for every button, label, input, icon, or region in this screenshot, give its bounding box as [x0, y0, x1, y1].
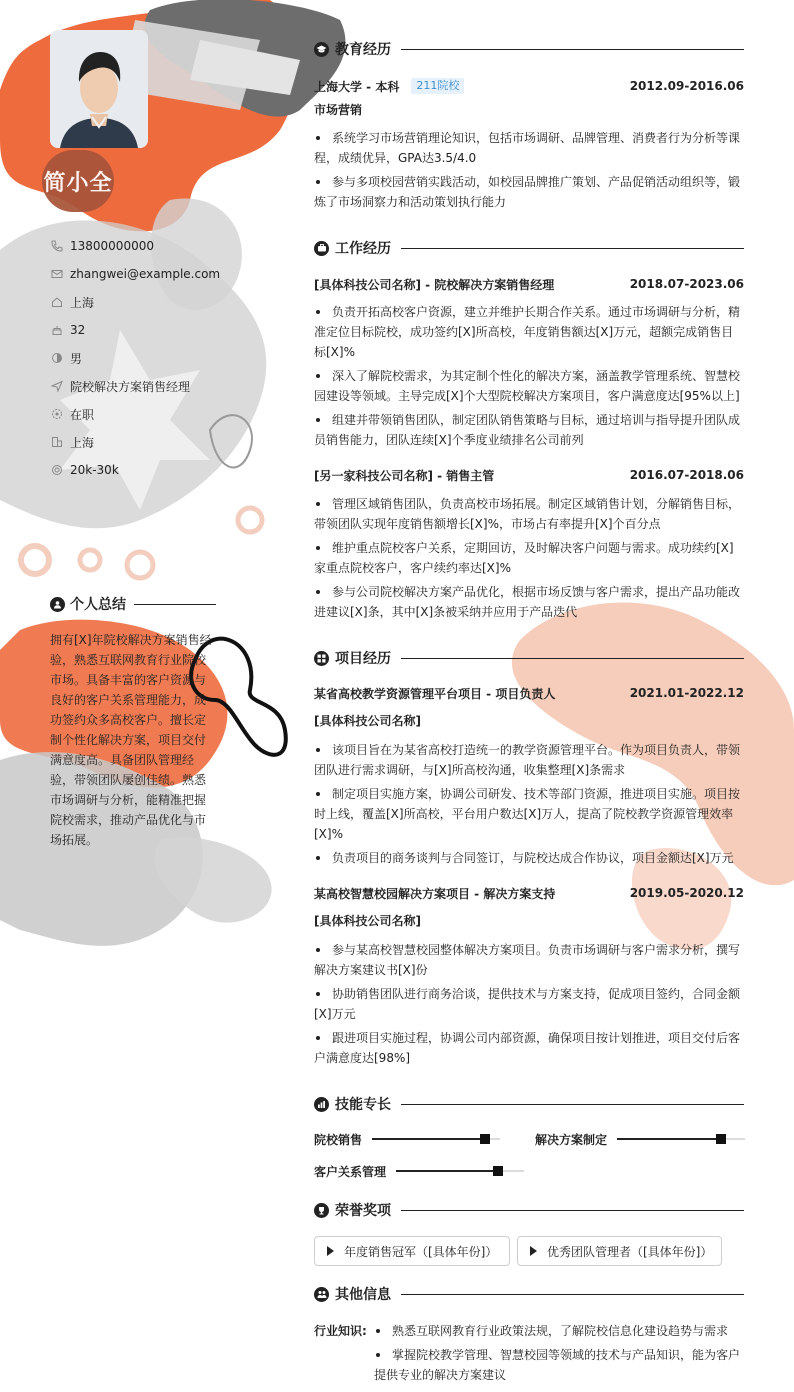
list-item: 制定项目实施方案，协调公司研发、技术等部门资源，推进项目实施。项目按时上线，覆盖[X]所高校，平台用户数达[X]万人，提高了院校教学资源管理效率[X]% [314, 784, 744, 844]
other-section-title [314, 1283, 744, 1305]
contact-phone [50, 232, 250, 260]
contact-position [50, 372, 250, 400]
people-icon [314, 1287, 329, 1302]
job-heading: [另一家科技公司名称] - 销售主管 [314, 468, 495, 483]
list-item: 负责项目的商务谈判与合同签订，与院校达成合作协议，项目金额达[X]万元 [314, 848, 744, 868]
skill-fill [617, 1138, 721, 1140]
bar-chart-icon [314, 1097, 329, 1112]
job-row [314, 275, 744, 293]
skill-item [314, 1130, 500, 1148]
skill-bar [372, 1138, 500, 1140]
education-row [314, 77, 744, 95]
skill-bar [396, 1170, 524, 1172]
skill-fill [372, 1138, 485, 1140]
list-item: 该项目旨在为某省高校打造统一的教学资源管理平台。作为项目负责人，带领团队进行需求调研，与[X]所高校沟通，收集整理[X]条需求 [314, 740, 744, 780]
section-title: 教育经历 [335, 42, 391, 58]
project-period: 2019.05-2020.12 [629, 886, 744, 900]
skill-item [314, 1162, 524, 1180]
education-bullets [314, 128, 744, 216]
list-item: 协助销售团队进行商务洽谈，提供技术与方案支持，促成项目签约，合同金额[X]万元 [314, 984, 744, 1024]
skill-item [535, 1130, 745, 1148]
avatar [50, 30, 148, 148]
job-period: 2018.07-2023.06 [629, 277, 744, 291]
name-badge [42, 150, 114, 212]
skill-bar [617, 1138, 745, 1140]
divider [401, 658, 744, 659]
play-icon [530, 1246, 537, 1256]
contact-status [50, 400, 250, 428]
project-period: 2021.01-2022.12 [629, 686, 744, 700]
award-badge [314, 1236, 510, 1266]
other-label: 行业知识: [314, 1324, 367, 1338]
graduation-cap-icon [314, 42, 329, 57]
divider [401, 248, 744, 249]
sidebar [0, 0, 270, 1392]
summary-section-title [50, 593, 216, 615]
job-bullets [314, 302, 744, 454]
education-period: 2012.09-2016.06 [629, 79, 744, 93]
project-bullets [314, 940, 744, 1072]
skill-name: 解决方案制定 [535, 1132, 608, 1147]
list-item: 管理区域销售团队，负责高校市场拓展。制定区域销售计划，分解销售目标，带领团队实现年度销售额增长[X]%，市场占有率提升[X]个百分点 [314, 494, 744, 534]
section-title: 项目经历 [335, 651, 391, 667]
contact-city [50, 428, 250, 456]
candidate-name: 简小全 [43, 170, 113, 196]
project-company: [具体科技公司名称] [314, 714, 421, 728]
list-item: 跟进项目实施过程，协调公司内部资源，确保项目按计划推进，项目交付后客户满意度达[98%] [314, 1028, 744, 1068]
job-heading: [具体科技公司名称] - 院校解决方案销售经理 [314, 277, 555, 292]
list-item: 参与某高校智慧校园整体解决方案项目。负责市场调研与客户需求分析，撰写解决方案建议书[X]份 [314, 940, 744, 980]
section-title: 工作经历 [335, 241, 391, 257]
skill-knob [480, 1134, 490, 1144]
contact-age [50, 316, 250, 344]
list-item: 熟悉互联网教育行业政策法规，了解院校信息化建设趋势与需求 [374, 1321, 744, 1341]
award-text: 年度销售冠军（[具体年份]） [344, 1244, 498, 1259]
work-section-title [314, 237, 744, 259]
school-tag: 211院校 [411, 78, 464, 94]
salary-icon [50, 463, 64, 477]
list-item: 参与公司院校解决方案产品优化，根据市场反馈与客户需求，提出产品功能改进建议[X]条，其中[X]条被采纳并应用于产品迭代 [314, 582, 744, 622]
list-item: 负责开拓高校客户资源，建立并维护长期合作关系。通过市场调研与分析，精准定位目标院校，成功签约[X]所高校，年度销售额达[X]万元，超额完成销售目标[X]% [314, 302, 744, 362]
other-bullets [374, 1321, 744, 1389]
grid-icon [314, 651, 329, 666]
contact-text: 13800000000 [70, 239, 154, 253]
contact-gender [50, 344, 250, 372]
contact-email [50, 260, 250, 288]
list-item: 系统学习市场营销理论知识，包括市场调研、品牌管理、消费者行为分析等课程，成绩优异，GPA达3.5/4.0 [314, 128, 744, 168]
list-item: 参与多项校园营销实践活动，如校园品牌推广策划、产品促销活动组织等，锻炼了市场洞察力和活动策划执行能力 [314, 172, 744, 212]
job-row [314, 466, 744, 484]
divider [401, 49, 744, 50]
contact-text: 上海 [70, 435, 95, 450]
trophy-icon [314, 1203, 329, 1218]
phone-icon [50, 239, 64, 253]
mail-icon [50, 267, 64, 281]
contact-text: zhangwei@example.com [70, 267, 221, 281]
list-item: 掌握院校教学管理、智慧校园等领域的技术与产品知识，能为客户提供专业的解决方案建议 [374, 1345, 744, 1385]
divider [401, 1294, 744, 1295]
contact-text: 上海 [70, 295, 95, 310]
contact-text: 男 [70, 351, 83, 366]
contact-text: 在职 [70, 407, 95, 422]
job-period: 2016.07-2018.06 [629, 468, 744, 482]
divider [401, 1210, 744, 1211]
skills-section-title [314, 1093, 744, 1115]
major: 市场营销 [314, 103, 363, 117]
cake-icon [50, 323, 64, 337]
contact-list [50, 232, 250, 484]
awards-section-title [314, 1199, 744, 1221]
project-row [314, 684, 744, 702]
summary-title: 个人总结 [70, 597, 126, 613]
skill-name: 院校销售 [314, 1132, 363, 1147]
portrait-icon [50, 30, 148, 148]
section-title: 荣誉奖项 [335, 1203, 391, 1219]
skill-knob [493, 1166, 503, 1176]
list-item: 维护重点院校客户关系，定期回访，及时解决客户问题与需求。成功续约[X]家重点院校客户，客户续约率达[X]% [314, 538, 744, 578]
contact-text: 20k-30k [70, 463, 119, 477]
project-row [314, 884, 744, 902]
play-icon [327, 1246, 334, 1256]
briefcase-icon [314, 241, 329, 256]
status-icon [50, 407, 64, 421]
gender-icon [50, 351, 64, 365]
projects-section-title [314, 647, 744, 669]
summary-text: 拥有[X]年院校解决方案销售经验，熟悉互联网教育行业院校市场。具备丰富的客户资源与良好的客户关系管理能力，成功签约众多高校客户。擅长定制个性化解决方案，项目交付满意度高。具备团队管理经验，带领团队屡创佳绩。熟悉市场调研与分析，能精准把握院校需求，推动产品优化与市场拓展。 [50, 633, 212, 847]
list-item: 深入了解院校需求，为其定制个性化的解决方案，涵盖教学管理系统、智慧校园建设等领域。主导完成[X]个大型院校解决方案项目，客户满意度达[95%以上] [314, 366, 744, 406]
award-badge [517, 1236, 722, 1266]
user-icon [50, 597, 65, 612]
project-company: [具体科技公司名称] [314, 914, 421, 928]
section-title: 技能专长 [335, 1097, 391, 1113]
section-title: 其他信息 [335, 1287, 391, 1303]
skill-fill [396, 1170, 498, 1172]
list-item: 组建并带领销售团队，制定团队销售策略与目标，通过培训与指导提升团队成员销售能力，团队连续[X]个季度业绩排名公司前列 [314, 410, 744, 450]
divider [134, 604, 216, 605]
home-icon [50, 295, 64, 309]
award-text: 优秀团队管理者（[具体年份]） [547, 1244, 713, 1259]
skill-name: 客户关系管理 [314, 1164, 387, 1179]
project-heading: 某省高校教学资源管理平台项目 - 项目负责人 [314, 686, 556, 701]
job-bullets [314, 494, 744, 626]
contact-salary [50, 456, 250, 484]
building-icon [50, 435, 64, 449]
skill-knob [716, 1134, 726, 1144]
education-section-title [314, 38, 744, 60]
project-bullets [314, 740, 744, 872]
school-name: 上海大学 - 本科 [314, 79, 400, 94]
contact-text: 32 [70, 323, 86, 337]
contact-location [50, 288, 250, 316]
contact-text: 院校解决方案销售经理 [70, 379, 191, 394]
project-heading: 某高校智慧校园解决方案项目 - 解决方案支持 [314, 886, 556, 901]
send-icon [50, 379, 64, 393]
divider [401, 1104, 744, 1105]
